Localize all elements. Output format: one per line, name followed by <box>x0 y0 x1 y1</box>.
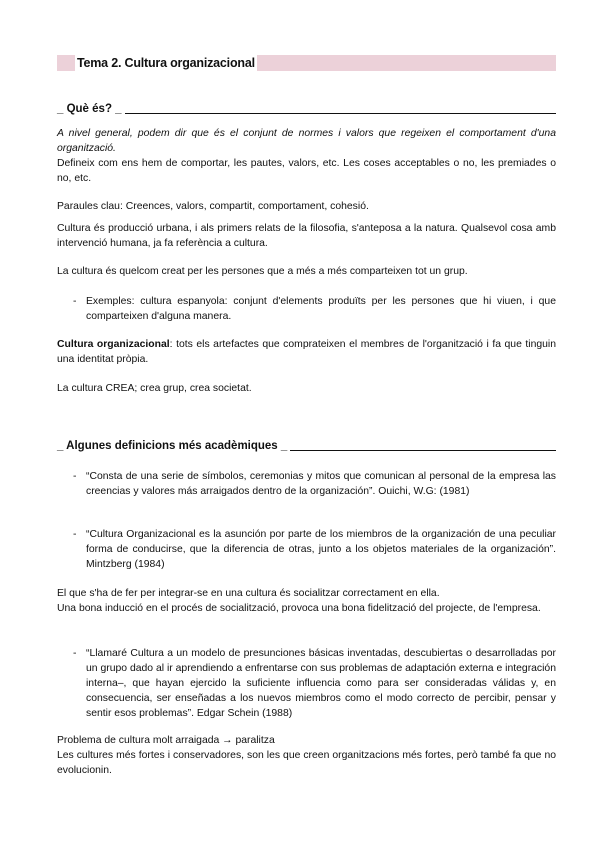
heading-rule <box>125 113 556 114</box>
heading-rule <box>290 450 556 451</box>
list-item-quote-schein <box>57 646 556 721</box>
integrar-paragraph: El que s'ha de fer per integrar-se en una cultura és socialitzar correctament en ella. <box>57 588 440 599</box>
section-heading-que-es <box>57 102 556 116</box>
bullet-dash: - <box>73 296 77 307</box>
bullet-dash: - <box>73 529 77 540</box>
quote-schein-text: “Llamaré Cultura a un modelo de presunciones básicas inventadas, descubiertas o desarrolladas por un grupo dado al ir aprendiendo a enfrentarse con sus problemas de adaptación externa e integración interna–, que hayan ejercido la suficiente influencia como para ser consideradas válidas y, en consecuencia, ser enseñadas a los nuevos miembros como el modo correcto de percibir, pensar y sentir esos problemas”. Edgar Schein (1988) <box>86 648 556 719</box>
section-heading-text: _ Algunes definicions més acadèmiques _ <box>57 440 288 452</box>
list-item-quote-ouichi <box>57 469 556 499</box>
quote-mintzberg-text: “Cultura Organizacional es la asunción por parte de los miembros de la organización de una peculiar forma de conducirse, que la diferencia de otras, junto a los objetos materiales de la organización”. Mintzberg (1984) <box>86 529 556 570</box>
section-heading-text: _ Què és? _ <box>57 103 122 115</box>
cultura-organizacional-paragraph <box>57 337 556 367</box>
produccio-paragraph: Cultura és producció urbana, i als primers relats de la filosofia, s'anteposa a la natura. Qualsevol cosa amb intervenció humana, ja fa referència a cultura. <box>57 223 556 249</box>
crea-paragraph: La cultura CREA; crea grup, crea societat. <box>57 383 252 394</box>
section-heading-definicions <box>57 439 556 453</box>
list-item-quote-mintzberg <box>57 527 556 572</box>
list-item-exemples <box>57 294 556 324</box>
quote-ouichi-text: “Consta de una serie de símbolos, ceremonias y mitos que comunican al personal de la empresa las creencias y valores más arraigados dentro de la organización”. Ouichi, W.G: (1981) <box>86 471 556 497</box>
quelcom-paragraph: La cultura és quelcom creat per les persones que a més a més comparteixen tot un grup. <box>57 266 468 277</box>
induccio-paragraph: Una bona inducció en el procés de socialització, provoca una bona fidelització del projecte, de l'empresa. <box>57 603 541 614</box>
cultura-organizacional-label: Cultura organizacional <box>57 339 170 350</box>
problema-paragraph: Problema de cultura molt arraigada → paralitza <box>57 735 275 746</box>
paraules-clau-paragraph: Paraules clau: Creences, valors, compartit, comportament, cohesió. <box>57 201 369 212</box>
exemples-text: Exemples: cultura espanyola: conjunt d'elements produïts per les persones que hi viuen, i que comparteixen d'alguna manera. <box>86 296 556 322</box>
title-bar <box>57 55 556 71</box>
bullet-dash: - <box>73 648 77 659</box>
cultura-organizacional-text: : tots els artefactes que comprateixen el membres de l'organització i fa que tinguin una identitat pròpia. <box>57 339 556 365</box>
defineix-paragraph: Defineix com ens hem de comportar, les pautes, valors, etc. Les coses acceptables o no, les premiades o no, etc. <box>57 158 556 184</box>
fortes-paragraph: Les cultures més fortes i conservadores, son les que creen organitzacions més fortes, però també fa que no evolucionin. <box>57 750 556 776</box>
page-title: Tema 2. Cultura organizacional <box>77 56 255 70</box>
definition-paragraph: A nivel general, podem dir que és el conjunt de normes i valors que regeixen el comportament d'una organització. <box>57 128 556 154</box>
bullet-dash: - <box>73 471 77 482</box>
